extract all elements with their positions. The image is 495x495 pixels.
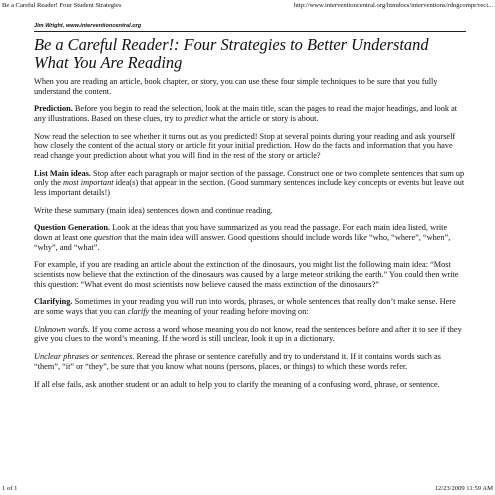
- prediction-heading: Prediction.: [34, 104, 73, 114]
- clarifying-heading: Clarifying.: [34, 297, 73, 307]
- intro-paragraph: When you are reading an article, book chapter, or story, you can use these four simple techniques to be sure that you fully understand the content.: [34, 77, 438, 96]
- main-ideas-emphasis: most important: [63, 178, 114, 188]
- main-ideas-text-a: Stop after each paragraph or major section of the passage. Construct one or two complete sentences that sum up only the: [34, 168, 465, 188]
- all-else-fails-paragraph: If all else fails, ask another student or an adult to help you to clarify the meaning of a confusing word, phrase, or sentence.: [34, 379, 440, 389]
- clarifying-paragraph: [34, 297, 466, 316]
- clarifying-text-a: Sometimes in your reading you will run into words, phrases, or whole sentences that really don’t make sense. Here are some ways that you can: [34, 297, 456, 316]
- write-summary-paragraph: Write these summary (main idea) sentences down and continue reading.: [34, 205, 273, 215]
- main-ideas-text-b: idea(s) that appear in the section. (Good summary sentences include key concepts or events but leave out less important details!): [34, 178, 465, 197]
- unknown-words-heading: Unknown words.: [34, 324, 90, 334]
- question-generation-emphasis: question: [93, 233, 123, 243]
- page-count: 1 of 1: [2, 485, 18, 492]
- main-ideas-heading: List Main ideas.: [34, 168, 91, 178]
- unclear-phrases-heading: Unclear phrases or sentences.: [34, 352, 135, 362]
- print-header: [2, 1, 493, 10]
- print-footer: [2, 484, 493, 493]
- example-paragraph: For example, if you are reading an article about the extinction of the dinosaurs, you might list the following main idea: “Most scientists now believe that the extinction of the dinosaurs was caused by a large meteor striking the earth.” You could then write this question: “What event do most scientists now believe caused the mass extinction of the dinosaurs?”: [34, 260, 459, 289]
- page-title: Be a Careful Reader!: Four Strategies to Better Understand What You Are Reading: [34, 35, 429, 72]
- unclear-phrases-paragraph: [34, 352, 466, 371]
- unknown-words-text: If you come across a word whose meaning you do not know, read the sentences before and after it to see if they give you clues to the word’s meaning. If the word is still unclear, look it up in a dictionary.: [34, 324, 462, 344]
- print-timestamp: 12/23/2009 11:59 AM: [434, 485, 493, 492]
- print-header-url: http://www.interventioncentral.org/htmdocs/interventions/rdngcompr/reci...: [293, 2, 493, 9]
- question-generation-paragraph: [34, 223, 466, 252]
- question-generation-heading: Question Generation.: [34, 223, 111, 233]
- document-body: [34, 22, 466, 397]
- clarifying-text-b: the meaning of your reading before moving on:: [149, 307, 309, 316]
- clarifying-emphasis: clarify: [127, 307, 150, 316]
- main-ideas-paragraph: [34, 169, 466, 198]
- question-generation-text-a: Look at the ideas that you have summarized as you read the passage. For each main idea listed, write down at least one: [34, 223, 448, 243]
- unclear-phrases-text: Reread the phrase or sentence carefully and try to understand it. If it contains words such as “them”, “it” or “they”, be sure that you know what nouns (persons, places, or things) to which these words refer.: [34, 352, 441, 371]
- now-read-paragraph: Now read the selection to see whether it turns out as you predicted! Stop at several points during your reading and ask yourself how closely the content of the actual story or article fit your initial prediction. How do the facts and information that you have read change your prediction about what you will find in the rest of the story or article?: [34, 131, 456, 160]
- prediction-paragraph: [34, 104, 466, 123]
- print-header-title: Be a Careful Reader! Four Student Strategies: [2, 2, 122, 9]
- byline: Jim Wright, www.interventioncentral.org: [34, 22, 466, 32]
- prediction-text-a: Before you begin to read the selection, look at the main title, scan the pages to read the major headings, and look at any illustrations. Based on these clues, try to: [34, 104, 458, 123]
- prediction-emphasis: predict: [184, 113, 208, 123]
- unknown-words-paragraph: [34, 325, 466, 344]
- question-generation-text-b: that the main idea will answer. Good questions should include words like “who, “where”, “when”, “why”, and “what”.: [34, 233, 451, 252]
- prediction-text-b: what the article or story is about.: [207, 113, 319, 123]
